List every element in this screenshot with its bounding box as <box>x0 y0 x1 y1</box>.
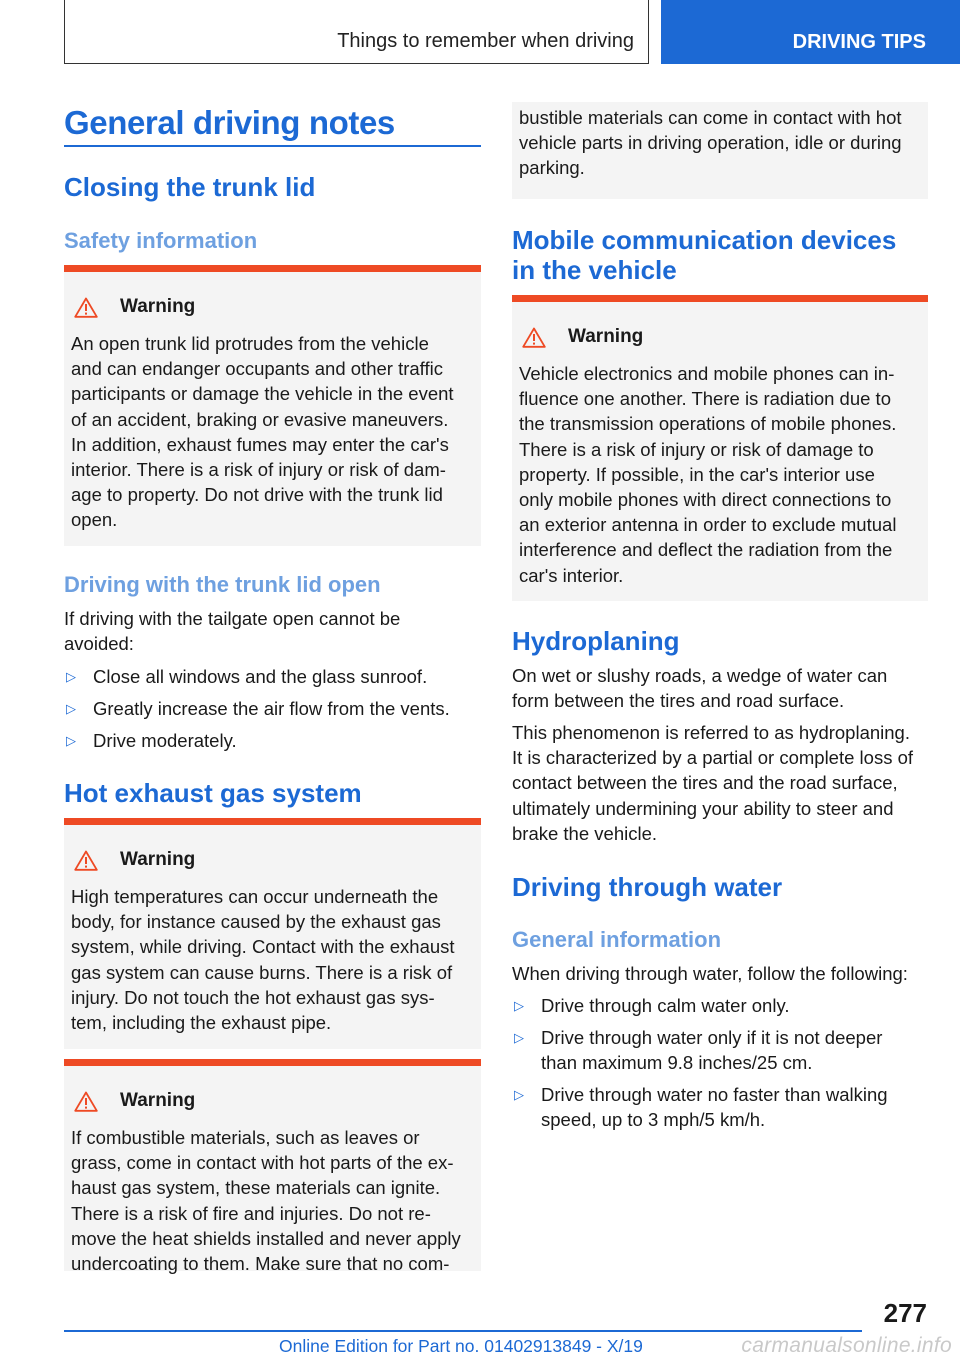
paragraph-line: brake the vehicle. <box>512 822 658 844</box>
warning-title: Warning <box>120 849 196 870</box>
paragraph-line: avoided: <box>64 633 134 655</box>
water-intro: When driving through water, follow the following: <box>512 963 908 984</box>
list-item-text: Close all windows and the glass sunroof. <box>93 666 428 687</box>
page-number: 277 <box>883 1298 927 1328</box>
list-item-line: Drive through water no faster than walking <box>541 1084 888 1105</box>
warning-triangle-icon <box>522 327 546 348</box>
heading-driving-trunk-open: Driving with the trunk lid open <box>64 572 381 597</box>
list-item-text <box>541 1082 888 1132</box>
warning-line: body, for instance caused by the exhaust gas <box>71 911 441 933</box>
warning-text <box>519 361 922 588</box>
warning-line: age to property. Do not drive with the trunk lid <box>71 484 443 506</box>
warning-text <box>71 884 475 1035</box>
triangle-bullet-icon: ▷ <box>66 733 76 748</box>
heading-driving-through-water: Driving through water <box>512 872 783 902</box>
warning-text <box>71 331 475 533</box>
warning-line: vehicle parts in driving operation, idle or during <box>519 132 902 154</box>
warning-line: gas system can cause burns. There is a risk of <box>71 961 453 983</box>
warning-title-row <box>522 326 643 348</box>
warning-box-combustible-continued <box>512 102 928 199</box>
heading-hydroplaning: Hydroplaning <box>512 626 680 656</box>
warning-line: of an accident, braking or evasive maneuvers. <box>71 408 449 430</box>
page-title: General driving notes <box>64 104 395 141</box>
warning-line: High temperatures can occur underneath the <box>71 886 439 907</box>
warning-line: Vehicle electronics and mobile phones can in‐ <box>519 363 895 384</box>
hydroplaning-paragraph-1 <box>512 663 887 713</box>
warning-line: tem, including the exhaust pipe. <box>71 1012 332 1034</box>
warning-line: interior. There is a risk of injury or risk of dam‐ <box>71 459 446 481</box>
heading-line: Mobile communication devices <box>512 225 897 255</box>
warning-box-mobile-devices <box>512 295 928 601</box>
warning-line: grass, come in contact with hot parts of the ex‐ <box>71 1152 454 1174</box>
header-section-frame <box>64 0 649 64</box>
triangle-bullet-icon: ▷ <box>66 701 76 716</box>
list-item-text: Drive moderately. <box>93 730 237 751</box>
warning-triangle-icon <box>74 850 98 871</box>
paragraph-line: It is characterized by a partial or complete loss of <box>512 747 914 769</box>
warning-line: If combustible materials, such as leaves or <box>71 1127 420 1148</box>
paragraph-line: If driving with the tailgate open cannot be <box>64 608 401 629</box>
warning-text <box>71 1125 475 1276</box>
footer-edition: Online Edition for Part no. 01402913849 - X/19 <box>279 1336 643 1356</box>
paragraph-line: form between the tires and road surface. <box>512 690 845 712</box>
warning-title: Warning <box>568 326 644 347</box>
list-item-line: speed, up to 3 mph/5 km/h. <box>541 1109 766 1131</box>
paragraph-line: ultimately undermining your ability to steer and <box>512 797 894 819</box>
warning-line: There is a risk of injury or risk of damage to <box>519 438 874 460</box>
warning-box-trunk-lid <box>64 265 481 546</box>
footer-rule <box>64 1330 862 1332</box>
heading-closing-trunk-lid: Closing the trunk lid <box>64 172 316 202</box>
header-section-title: Things to remember when driving <box>337 30 634 52</box>
trunk-open-intro <box>64 606 400 656</box>
warning-line: In addition, exhaust fumes may enter the car's <box>71 433 449 455</box>
paragraph-line: contact between the tires and the road surface, <box>512 772 898 794</box>
warning-triangle-icon <box>74 297 98 318</box>
warning-title-row <box>74 1090 195 1112</box>
warning-line: car's interior. <box>519 564 624 586</box>
hydroplaning-paragraph-2 <box>512 720 913 846</box>
warning-line: participants or damage the vehicle in the event <box>71 383 454 405</box>
list-item-line: Drive through water only if it is not deeper <box>541 1027 883 1048</box>
warning-line: injury. Do not touch the hot exhaust gas sys‐ <box>71 986 435 1008</box>
list-item-text: Drive through calm water only. <box>541 995 790 1016</box>
warning-title: Warning <box>120 1090 196 1111</box>
warning-line: only mobile phones with direct connections to <box>519 489 892 511</box>
paragraph-line: On wet or slushy roads, a wedge of water can <box>512 665 888 686</box>
heading-mobile-devices <box>512 225 896 285</box>
list-item-text: Greatly increase the air flow from the vents. <box>93 698 450 719</box>
warning-line: undercoating to them. Make sure that no com‐ <box>71 1253 450 1275</box>
warning-triangle-icon <box>74 1091 98 1112</box>
warning-line: interference and deflect the radiation from the <box>519 539 893 561</box>
warning-line: an exterior antenna in order to exclude mutual <box>519 514 897 536</box>
warning-line: system, while driving. Contact with the exhaust <box>71 936 455 958</box>
warning-title-row <box>74 296 195 318</box>
heading-line: in the vehicle <box>512 255 677 285</box>
warning-line: property. If possible, in the car's interior use <box>519 463 875 485</box>
header-chapter-tab[interactable] <box>661 0 960 64</box>
warning-line: and can endanger occupants and other traffic <box>71 358 443 380</box>
heading-general-information: General information <box>512 927 722 952</box>
warning-line: open. <box>71 509 118 531</box>
warning-line: fluence one another. There is radiation due to <box>519 388 891 410</box>
triangle-bullet-icon: ▷ <box>514 1087 524 1102</box>
warning-line: haust gas system, these materials can ignite. <box>71 1177 441 1199</box>
triangle-bullet-icon: ▷ <box>66 669 76 684</box>
triangle-bullet-icon: ▷ <box>514 998 524 1013</box>
list-item-text <box>541 1025 882 1075</box>
warning-box-exhaust-heat <box>64 818 481 1049</box>
warning-line: bustible materials can come in contact with hot <box>519 107 902 128</box>
warning-line: parking. <box>519 157 585 179</box>
header-chapter-title: DRIVING TIPS <box>792 31 926 53</box>
footer-watermark: carmanualsonline.info <box>741 1334 952 1357</box>
paragraph-line: This phenomenon is referred to as hydroplaning. <box>512 722 910 743</box>
warning-title: Warning <box>120 296 196 317</box>
warning-box-combustible <box>64 1059 481 1275</box>
warning-line: move the heat shields installed and never apply <box>71 1227 461 1249</box>
warning-line: the transmission operations of mobile phones. <box>519 413 897 435</box>
warning-line: An open trunk lid protrudes from the vehicle <box>71 333 429 354</box>
warning-line: There is a risk of fire and injuries. Do not re‐ <box>71 1202 431 1224</box>
heading-safety-information: Safety information <box>64 228 258 253</box>
triangle-bullet-icon: ▷ <box>514 1030 524 1045</box>
heading-hot-exhaust: Hot exhaust gas system <box>64 778 362 808</box>
list-item-line: than maximum 9.8 inches/25 cm. <box>541 1052 813 1074</box>
warning-text <box>519 105 922 181</box>
title-rule <box>64 145 481 147</box>
warning-title-row <box>74 849 195 871</box>
